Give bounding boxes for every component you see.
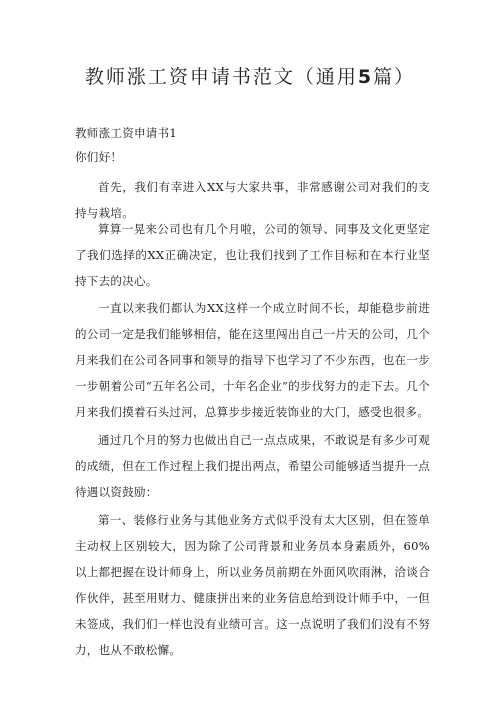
section-heading: 教师涨工资申请书1 bbox=[75, 126, 178, 140]
paragraph: 首先，我们有幸进入XX与大家共事，非常感谢公司对我们的支持与栽培。 bbox=[75, 180, 430, 220]
title-text: 教师涨工资申请书范文（通用 bbox=[84, 66, 358, 88]
paragraph: 一直以来我们都认为XX这样一个成立时间不长，却能稳步前进的公司一定是我们能够相信，能在这里闯出自己一片天的公司，几个月来我们在公司各同事和领导的指导下也学习了不少东西，也在一步一步朝着公司“五年名公司，十年名企业”的步伐努力的走下去。几个月来我们摸着石头过河，总算步步接近装饰业的大门，感受也很多。 bbox=[75, 301, 430, 419]
title-number: 5 bbox=[357, 66, 374, 88]
paragraph: 算算一晃来公司也有几个月啦，公司的领导、同事及文化更坚定了我们选择的XX正确决定，也让我们找到了工作目标和在本行业坚持下去的决心。 bbox=[75, 222, 430, 288]
title-suffix: 篇） bbox=[373, 66, 416, 88]
paragraph: 第一、装修行业务与其他业务方式似乎没有太大区别，但在签单主动权上区别较大，因为除了公司背景和业务员本身素质外，60%以上都把握在设计师身上，所以业务员前期在外面风吹雨淋，洽谈合作伙伴，甚至用财力、健康拼出来的业务信息给到设计师手中，一但未签成，我们们一样也没有业绩可言。这一点说明了我们们没有不努力，也从不敢松懈。 bbox=[75, 513, 430, 657]
document-title bbox=[0, 62, 500, 89]
paragraph: 通过几个月的努力也做出自己一点点成果，不敢说是有多少可观的成绩，但在工作过程上我们提出两点，希望公司能够适当提升一点待遇以资鼓励： bbox=[75, 433, 430, 499]
greeting: 你们好！ bbox=[75, 150, 123, 164]
